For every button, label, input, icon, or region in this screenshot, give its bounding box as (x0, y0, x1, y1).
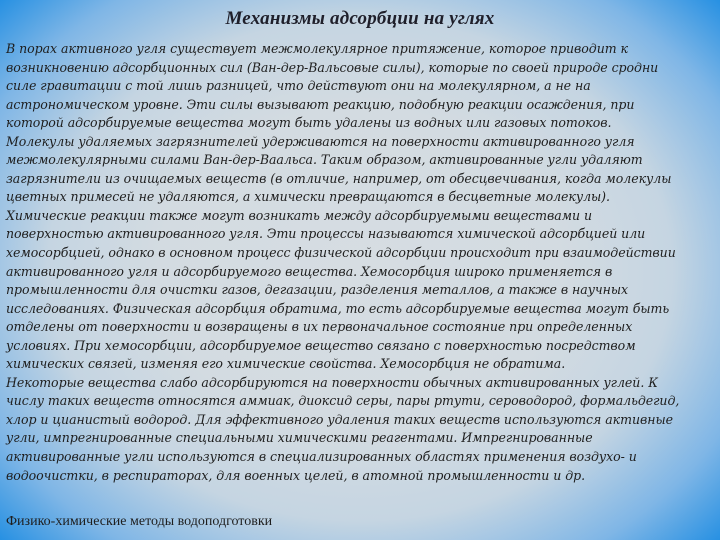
body-line: загрязнители из очищаемых веществ (в отличие, например, от обесцвечивания, когда молекулы (6, 170, 672, 186)
slide-title: Механизмы адсорбции на углях (225, 8, 495, 29)
body-line: активированные угли используются в специализированных областях применения воздухо- и (6, 449, 637, 465)
body-line: В порах активного угля существует межмолекулярное притяжение, которое приводит к (6, 41, 628, 56)
body-line: цветных примесей не удаляются, а химически превращаются в бесцветные молекулы). (6, 189, 610, 205)
body-line: поверхностью активированного угля. Эти процессы называются химической адсорбцией или (6, 226, 646, 242)
body-line: отделены от поверхности и возвращены в их первоначальное состояние при определенных (6, 319, 633, 335)
body-line: силе гравитации с той лишь разницей, что действуют они на молекулярном, а не на (6, 78, 591, 94)
slide-body-text (6, 40, 716, 485)
body-line: которой адсорбируемые вещества могут быть удалены из водных или газовых потоков. (6, 115, 612, 131)
body-line: хемосорбцией, однако в основном процесс физической адсорбции происходит при взаимодействии (6, 245, 676, 261)
body-line: возникновению адсорбционных сил (Ван-дер-Вальсовые силы), которые по своей природе сродни (6, 59, 659, 75)
body-line: межмолекулярными силами Ван-дер-Ваальса. Таким образом, активированные угли удаляют (6, 152, 643, 168)
body-line: активированного угля и адсорбируемого вещества. Хемосорбция широко применяется в (6, 263, 613, 279)
body-line: угли, импрегнированные специальными химическими реагентами. Импрегнированные (6, 430, 593, 446)
body-line: химических связей, изменяя его химические свойства. Хемосорбция не обратима. (6, 356, 566, 372)
body-line: числу таких веществ относятся аммиак, диоксид серы, пары ртути, сероводород, формальдегид, (6, 393, 680, 409)
body-line: Некоторые вещества слабо адсорбируются на поверхности обычных активированных углей. К (6, 374, 658, 390)
body-line: промышленности для очистки газов, дегазации, разделения металлов, а также в научных (6, 282, 629, 298)
body-line: водоочистки, в респираторах, для военных целей, в атомной промышленности и др. (6, 467, 586, 483)
body-line: Химические реакции также могут возникать между адсорбируемыми веществами и (6, 207, 593, 223)
body-line: астрономическом уровне. Эти силы вызывают реакцию, подобную реакции осаждения, при (6, 96, 635, 112)
body-line: условиях. При хемосорбции, адсорбируемое вещество связано с поверхностью посредством (6, 337, 636, 353)
slide-footer: Физико-химические методы водоподготовки (6, 514, 273, 529)
body-line: исследованиях. Физическая адсорбция обратима, то есть адсорбируемые вещества могут быть (6, 300, 670, 316)
body-line: хлор и цианистый водород. Для эффективного удаления таких веществ используются активные (6, 411, 673, 427)
body-line: Молекулы удаляемых загрязнителей удерживаются на поверхности активированного угля (6, 133, 635, 149)
